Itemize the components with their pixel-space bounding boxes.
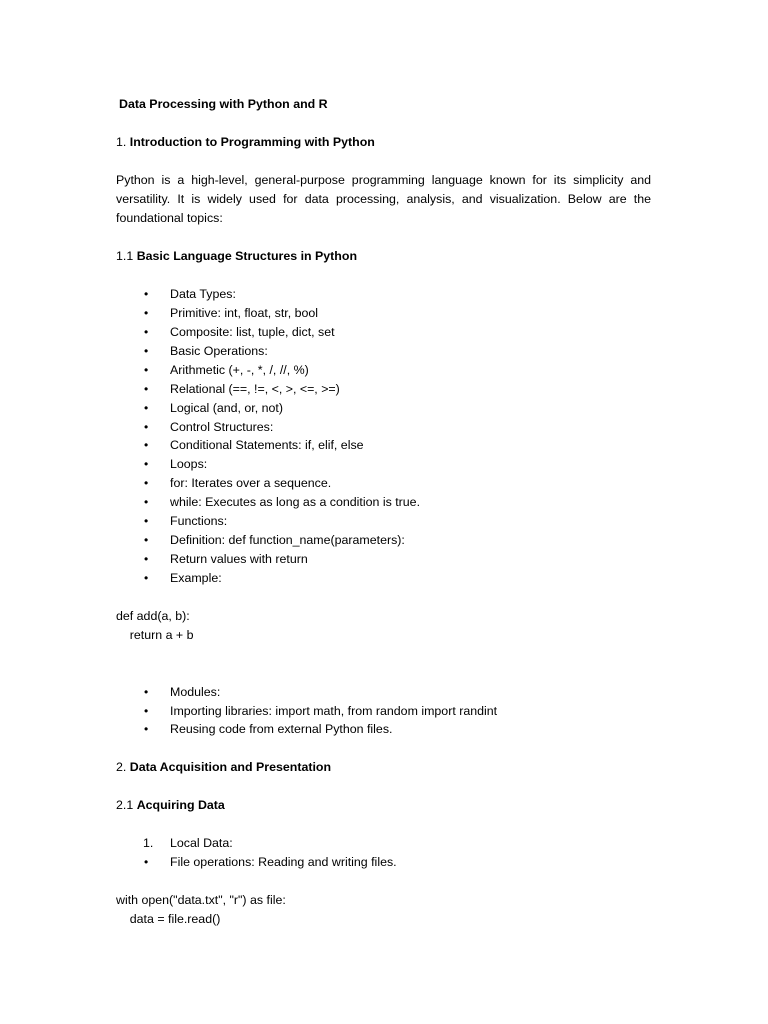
bullet-icon: •	[144, 704, 149, 718]
list-item: Loops:	[170, 457, 208, 471]
list-item: Relational (==, !=, <, >, <=, >=)	[170, 382, 340, 396]
section-title: Introduction to Programming with Python	[129, 135, 375, 149]
list-item: Primitive: int, float, str, bool	[170, 306, 319, 320]
list-item: for: Iterates over a sequence.	[170, 476, 332, 490]
list-item: Basic Operations:	[170, 344, 268, 358]
list-item: Control Structures:	[170, 420, 274, 434]
section-2-heading	[116, 759, 331, 775]
bullet-icon: •	[144, 495, 149, 509]
list-number: 1.	[143, 836, 154, 850]
list-item: Return values with return	[170, 552, 308, 566]
code-line: data = file.read()	[116, 912, 221, 926]
bullet-icon: •	[144, 457, 149, 471]
list-item: Example:	[170, 571, 222, 585]
code-line: with open("data.txt", "r") as file:	[116, 893, 286, 907]
section-title: Basic Language Structures in Python	[136, 249, 358, 263]
document-title: Data Processing with Python and R	[119, 97, 328, 111]
list-item: Logical (and, or, not)	[170, 401, 283, 415]
bullet-icon: •	[144, 363, 149, 377]
bullet-icon: •	[144, 571, 149, 585]
list-item: Modules:	[170, 685, 221, 699]
section-title: Acquiring Data	[136, 798, 225, 812]
bullet-icon: •	[144, 476, 149, 490]
bullet-icon: •	[144, 533, 149, 547]
intro-paragraph-line-2: versatility. It is widely used for data processing, analysis, and visualization. Below are the	[116, 192, 651, 206]
section-title: Data Acquisition and Presentation	[129, 760, 332, 774]
bullet-icon: •	[144, 420, 149, 434]
bullet-icon: •	[144, 344, 149, 358]
bullet-icon: •	[144, 514, 149, 528]
bullet-icon: •	[144, 382, 149, 396]
bullet-icon: •	[144, 306, 149, 320]
list-item: Arithmetic (+, -, *, /, //, %)	[170, 363, 309, 377]
intro-paragraph-line-1: Python is a high-level, general-purpose programming language known for its simplicity and	[116, 173, 651, 187]
list-item: Conditional Statements: if, elif, else	[170, 438, 364, 452]
numbered-list-item: Local Data:	[170, 836, 233, 850]
list-item: Definition: def function_name(parameters):	[170, 533, 405, 547]
section-number: 1.1	[116, 249, 134, 263]
section-1-heading	[116, 134, 375, 150]
section-number: 1.	[116, 135, 127, 149]
list-item: File operations: Reading and writing files.	[170, 855, 397, 869]
list-item: Functions:	[170, 514, 228, 528]
bullet-icon: •	[144, 438, 149, 452]
bullet-icon: •	[144, 325, 149, 339]
list-item: while: Executes as long as a condition is true.	[170, 495, 421, 509]
bullet-icon: •	[144, 401, 149, 415]
bullet-icon: •	[144, 552, 149, 566]
section-number: 2.1	[116, 798, 134, 812]
section-1-1-heading	[116, 248, 357, 264]
bullet-icon: •	[144, 685, 149, 699]
bullet-icon: •	[144, 287, 149, 301]
list-item: Importing libraries: import math, from random import randint	[170, 704, 498, 718]
code-line: return a + b	[116, 628, 194, 642]
intro-paragraph-line-3: foundational topics:	[116, 211, 223, 225]
code-line: def add(a, b):	[116, 609, 190, 623]
list-item: Reusing code from external Python files.	[170, 722, 393, 736]
bullet-icon: •	[144, 722, 149, 736]
list-item: Composite: list, tuple, dict, set	[170, 325, 335, 339]
section-2-1-heading	[116, 797, 225, 813]
list-item: Data Types:	[170, 287, 236, 301]
section-number: 2.	[116, 760, 127, 774]
bullet-icon: •	[144, 855, 149, 869]
